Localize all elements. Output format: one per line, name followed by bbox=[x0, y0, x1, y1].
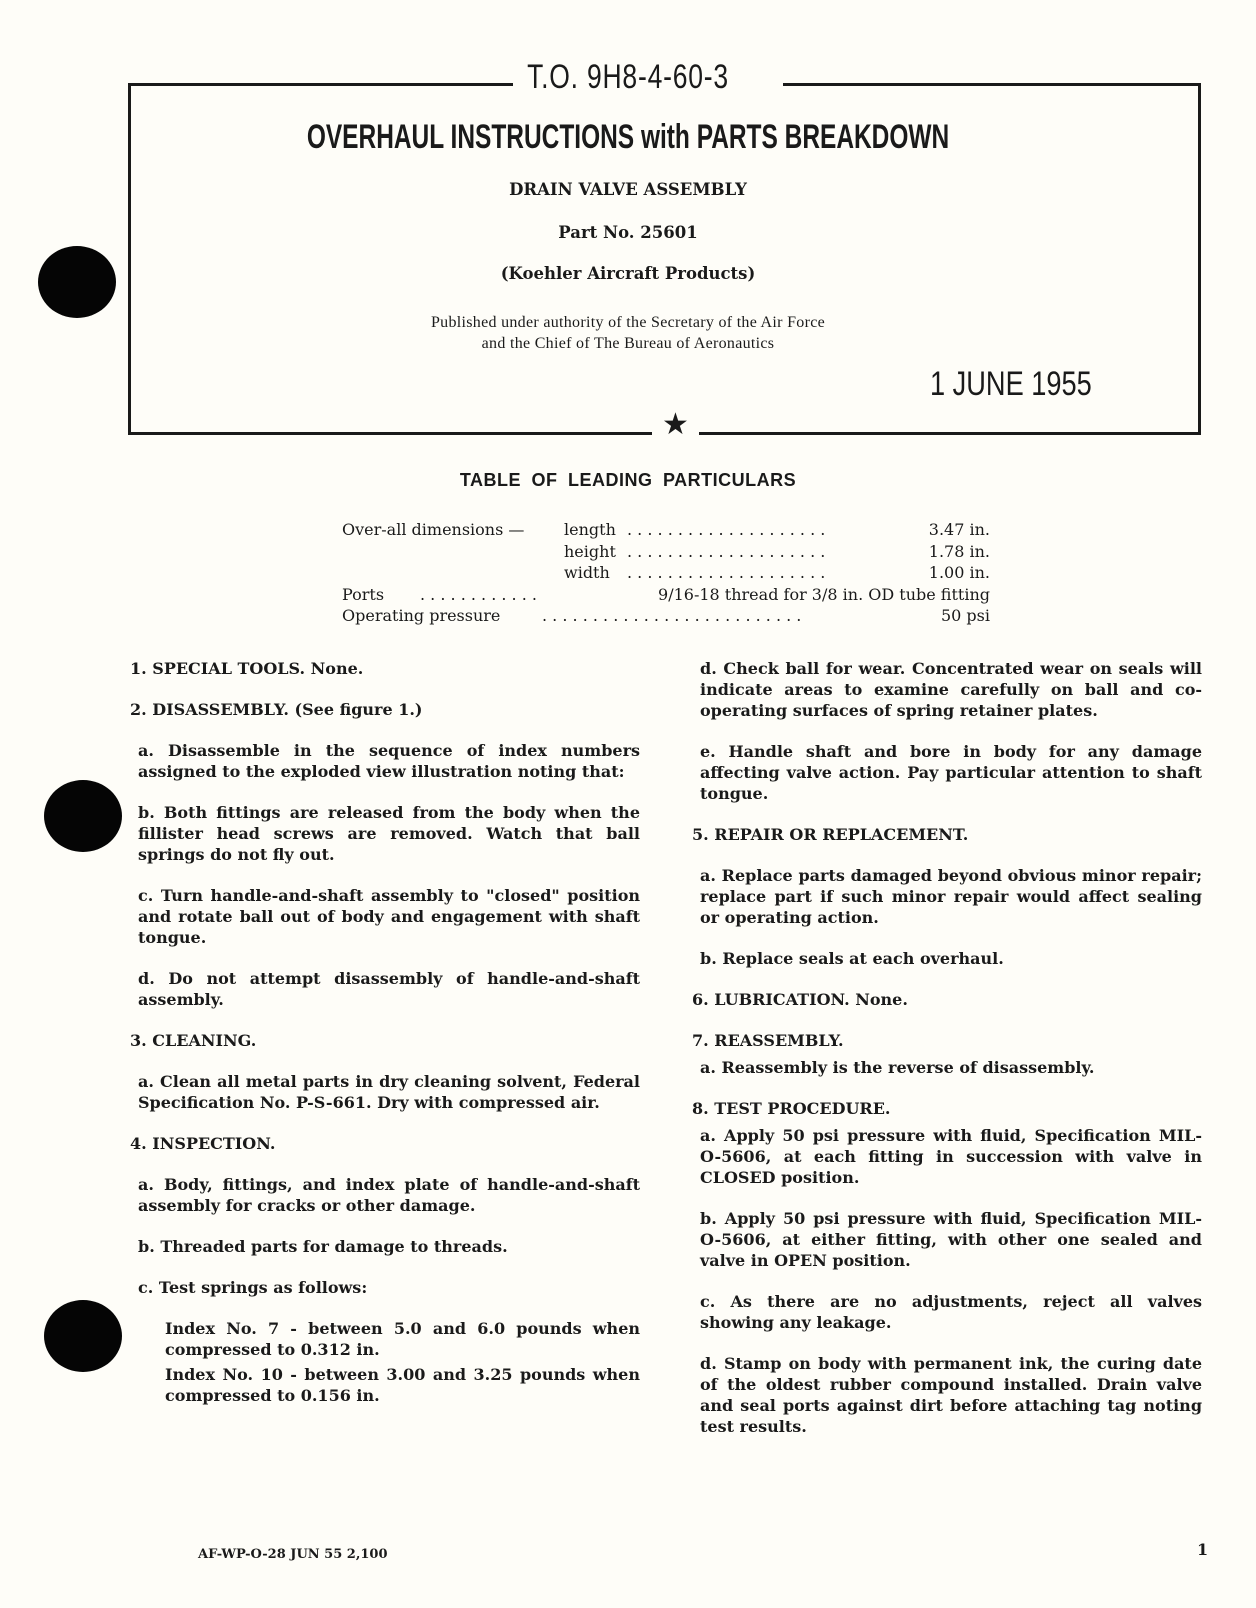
leader-dots: . . . . . . . . . . . . . . . . . . . . . . . . . . bbox=[542, 606, 802, 625]
leader-dots: . . . . . . . . . . . . . . . . . . . . bbox=[627, 563, 826, 582]
paragraph: a. Reassembly is the reverse of disassembly. bbox=[700, 1058, 1095, 1077]
leader-dots: . . . . . . . . . . . . . . . . . . . . bbox=[627, 541, 826, 561]
part-number: Part No. 25601 bbox=[558, 223, 698, 242]
paragraph: c. Turn handle-and-shaft assembly to "closed" position and rotate ball out of body and engagement with shaft tongue. bbox=[138, 886, 640, 947]
paragraph: a. Body, fittings, and index plate of handle-and-shaft assembly for cracks or other damage. bbox=[138, 1175, 640, 1215]
print-code: AF-WP-O-28 JUN 55 2,100 bbox=[198, 1547, 388, 1562]
particulars-row bbox=[342, 563, 990, 585]
section-heading: 3. CLEANING. bbox=[130, 1031, 257, 1050]
particulars-sublabel: width bbox=[564, 563, 610, 582]
particulars-label: Ports bbox=[342, 584, 385, 604]
punch-hole-middle bbox=[44, 780, 122, 852]
particulars-sublabel: height bbox=[564, 541, 616, 561]
paragraph: c. As there are no adjustments, reject all valves showing any leakage. bbox=[700, 1292, 1202, 1332]
section-heading: 5. REPAIR OR REPLACEMENT. bbox=[692, 825, 969, 844]
paragraph: d. Stamp on body with permanent ink, the curing date of the oldest rubber compound installed. Drain valve and seal ports against dirt before attaching tag noting test results. bbox=[700, 1354, 1202, 1436]
paragraph: a. Clean all metal parts in dry cleaning solvent, Federal Specification No. P-S-661. Dry with compressed air. bbox=[138, 1072, 640, 1112]
paragraph: a. Apply 50 psi pressure with fluid, Specification MIL-O-5606, at each fitting in succession with valve in CLOSED position. bbox=[700, 1126, 1202, 1187]
left-column bbox=[130, 658, 640, 1406]
paragraph: b. Both fittings are released from the body when the fillister head screws are removed. Watch that ball springs do not fly out. bbox=[138, 803, 640, 864]
particulars-label: Over-all dimensions — bbox=[342, 520, 525, 539]
paragraph: b. Replace seals at each overhaul. bbox=[700, 949, 1004, 968]
particulars-row bbox=[342, 520, 990, 542]
technical-order-number: T.O. 9H8-4-60-3 bbox=[527, 58, 729, 96]
particulars-value: 1.78 in. bbox=[928, 541, 990, 561]
section-heading: 7. REASSEMBLY. bbox=[692, 1031, 844, 1050]
paragraph: e. Handle shaft and bore in body for any damage affecting valve action. Pay particular attention to shaft tongue. bbox=[700, 742, 1202, 803]
particulars-sublabel: length bbox=[564, 520, 616, 539]
section-heading: 6. LUBRICATION. None. bbox=[692, 990, 908, 1009]
paragraph: b. Apply 50 psi pressure with fluid, Specification MIL-O-5606, at either fitting, with other one sealed and valve in OPEN position. bbox=[700, 1209, 1202, 1270]
particulars-row bbox=[342, 585, 990, 607]
document-title: OVERHAUL INSTRUCTIONS with PARTS BREAKDOWN bbox=[306, 118, 950, 156]
subject-title: DRAIN VALVE ASSEMBLY bbox=[509, 180, 747, 199]
section-heading: 8. TEST PROCEDURE. bbox=[692, 1099, 891, 1118]
publication-date: 1 JUNE 1955 bbox=[930, 365, 1092, 403]
authority-line-1: Published under authority of the Secretary of the Air Force bbox=[430, 314, 826, 331]
authority-line-2: and the Chief of The Bureau of Aeronautics bbox=[481, 335, 775, 352]
particulars-value: 50 psi bbox=[940, 606, 990, 625]
paragraph: d. Do not attempt disassembly of handle-and-shaft assembly. bbox=[138, 969, 640, 1009]
page-number: 1 bbox=[1197, 1540, 1209, 1559]
star-icon: ★ bbox=[652, 410, 699, 440]
section-heading: 4. INSPECTION. bbox=[130, 1134, 276, 1153]
particulars-value: 9/16-18 thread for 3/8 in. OD tube fitting bbox=[658, 584, 990, 604]
manufacturer: (Koehler Aircraft Products) bbox=[500, 264, 756, 283]
paragraph: b. Threaded parts for damage to threads. bbox=[138, 1237, 508, 1256]
particulars-value: 3.47 in. bbox=[928, 520, 990, 539]
paragraph: c. Test springs as follows: bbox=[138, 1278, 368, 1297]
paragraph: Index No. 10 - between 3.00 and 3.25 pounds when compressed to 0.156 in. bbox=[165, 1365, 640, 1405]
paragraph: d. Check ball for wear. Concentrated wear on seals will indicate areas to examine carefully on ball and co-operating surfaces of spring retainer plates. bbox=[700, 659, 1202, 720]
paragraph: a. Disassemble in the sequence of index numbers assigned to the exploded view illustration noting that: bbox=[138, 741, 640, 781]
section-heading: 2. DISASSEMBLY. (See figure 1.) bbox=[130, 700, 423, 719]
particulars-row bbox=[342, 542, 990, 564]
particulars-title: TABLE OF LEADING PARTICULARS bbox=[459, 470, 797, 490]
right-column bbox=[692, 658, 1202, 1437]
punch-hole-bottom bbox=[44, 1300, 122, 1372]
particulars-label: Operating pressure bbox=[342, 606, 501, 625]
leader-dots: . . . . . . . . . . . . . . . . . . . . bbox=[627, 520, 826, 539]
particulars-table bbox=[342, 520, 990, 628]
particulars-row bbox=[342, 606, 990, 628]
section-heading: 1. SPECIAL TOOLS. None. bbox=[130, 659, 364, 678]
particulars-value: 1.00 in. bbox=[928, 563, 990, 582]
paragraph: a. Replace parts damaged beyond obvious minor repair; replace part if such minor repair would affect sealing or operating action. bbox=[700, 866, 1202, 927]
paragraph: Index No. 7 - between 5.0 and 6.0 pounds when compressed to 0.312 in. bbox=[165, 1319, 640, 1359]
leader-dots: . . . . . . . . . . . . bbox=[420, 584, 537, 604]
